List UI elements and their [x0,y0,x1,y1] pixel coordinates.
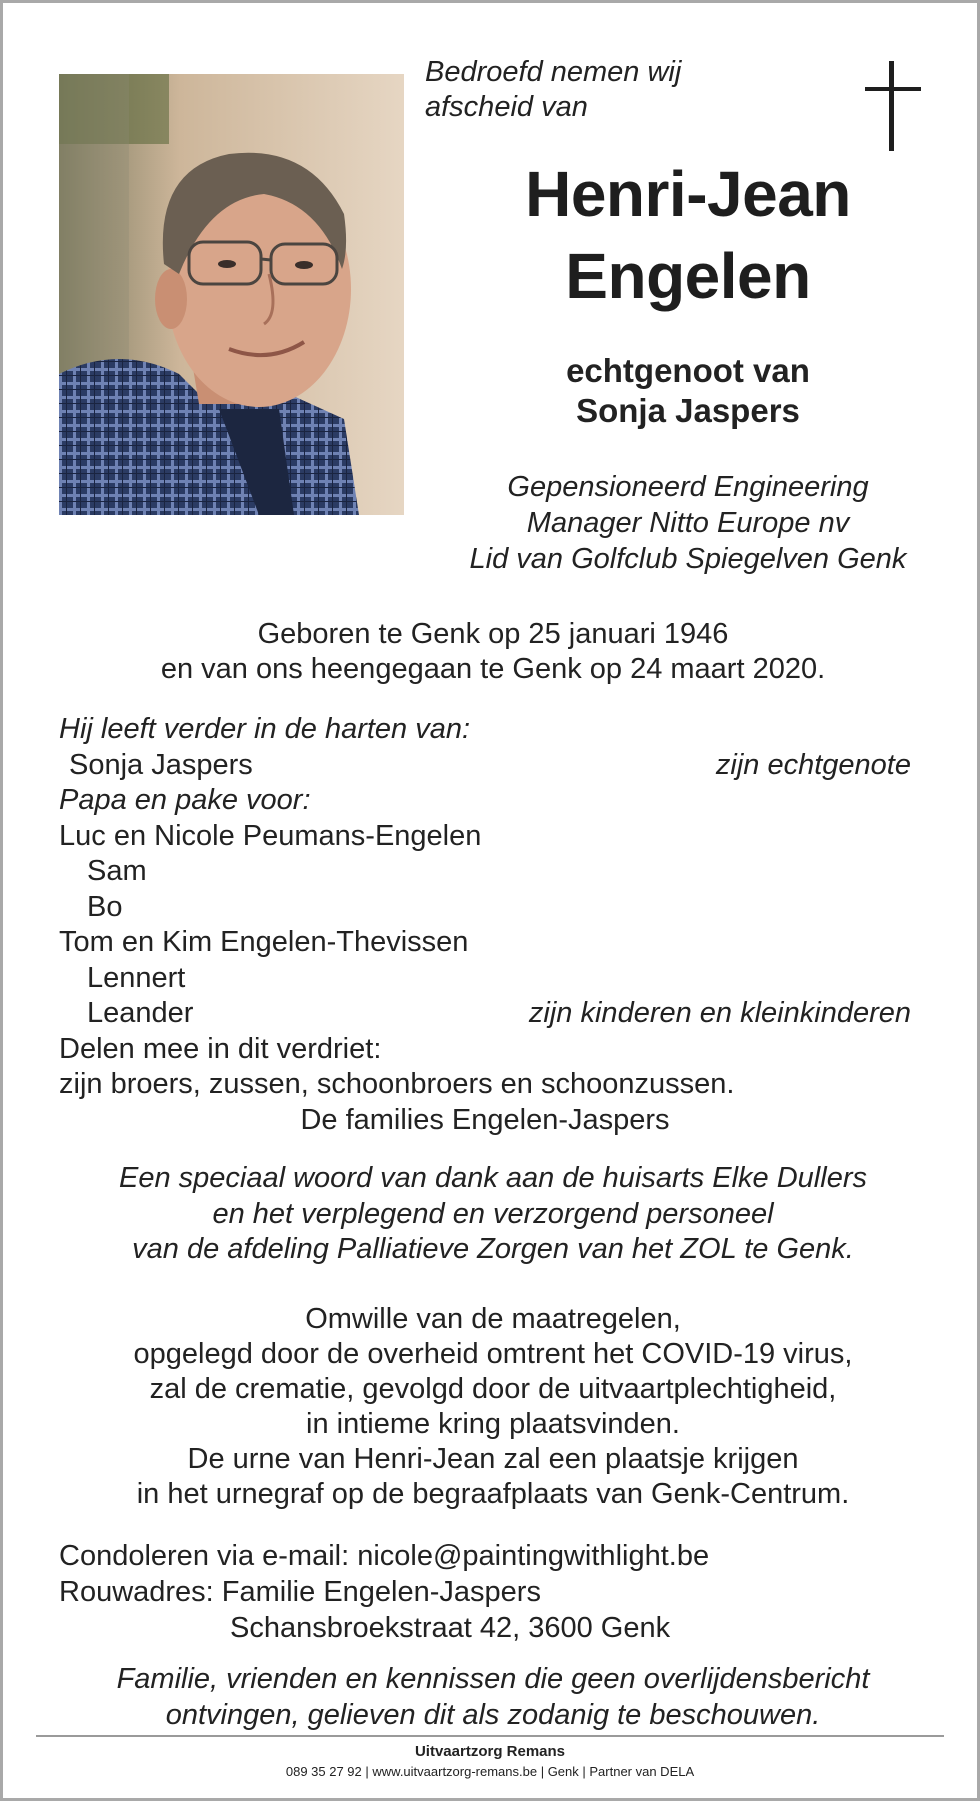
address-line: Rouwadres: Familie Engelen-Jaspers [59,1576,541,1608]
covid-line: opgelegd door de overheid omtrent het COVID-19 virus, [133,1338,853,1370]
cross-icon [865,61,921,156]
contact-block [59,1538,927,1646]
condolence-line: Condoleren via e-mail: nicole@paintingwithlight.be [59,1540,710,1572]
family-name: Luc en Nicole Peumans-Engelen [59,819,482,852]
covid-line: in intieme kring plaatsvinden. [306,1408,680,1440]
share-heading: Delen mee in dit verdriet: [59,1032,382,1065]
list-item [59,1103,911,1139]
children-heading: Papa en pake voor: [59,784,311,816]
grandchild-name: Sam [87,855,147,887]
intro-line: afscheid van [425,91,588,123]
list-item [59,783,911,819]
funeral-company-info: 089 35 27 92 | www.uitvaartzorg-remans.be | Genk | Partner van DELA [285,1764,695,1779]
children-relation: zijn kinderen en kleinkinderen [528,997,911,1029]
career-line: Gepensioneerd Engineering [507,471,869,503]
career-block [413,469,963,577]
birth-line: Geboren te Genk op 25 januari 1946 [257,618,729,650]
deceased-name [423,153,953,317]
covid-line: De urne van Henri-Jean zal een plaatsje krijgen [187,1443,799,1475]
spouse-name: Sonja Jaspers [576,392,800,429]
survivors-list [59,712,911,1138]
families-line: De families Engelen-Jaspers [300,1103,670,1136]
list-item [59,712,911,748]
covid-line: Omwille van de maatregelen, [305,1303,681,1335]
footer-divider [36,1735,944,1737]
notice-block [59,1661,927,1733]
thanks-block [59,1161,927,1268]
list-item [59,925,911,961]
list-item [59,1067,911,1103]
grandchild-name: Lennert [87,961,186,994]
death-line: en van ons heengegaan te Genk op 24 maart 2020. [160,653,826,685]
grandchild-name: Leander [87,997,194,1029]
grandchild-name: Bo [87,890,123,923]
thanks-line: van de afdeling Palliatieve Zorgen van het ZOL te Genk. [132,1233,854,1265]
list-item [59,996,911,1032]
spouse-relation: echtgenoot van [566,352,810,389]
last-name: Engelen [565,240,811,312]
notice-line: ontvingen, gelieven dit als zodanig te beschouwen. [165,1699,821,1731]
notice-line: Familie, vrienden en kennissen die geen overlijdensbericht [116,1663,870,1695]
portrait-photo [59,74,404,515]
address-line: Schansbroekstraat 42, 3600 Genk [230,1612,671,1644]
career-line: Lid van Golfclub Spiegelven Genk [469,543,907,575]
family-name: Tom en Kim Engelen-Thevissen [59,926,469,958]
survivors-heading: Hij leeft verder in de harten van: [59,713,471,745]
dates-block [59,617,927,687]
covid-block [59,1302,927,1512]
career-line: Manager Nitto Europe nv [526,507,850,539]
portrait-illustration [59,74,404,515]
funeral-company-name: Uitvaartzorg Remans [414,1743,566,1760]
list-item [59,1032,911,1068]
intro-text [425,55,681,125]
intro-line: Bedroefd nemen wij [425,56,682,88]
thanks-line: en het verplegend en verzorgend personeel [212,1197,774,1230]
list-item [59,890,911,926]
first-name: Henri-Jean [525,158,851,230]
list-item [59,819,911,855]
siblings-line: zijn broers, zussen, schoonbroers en schoonzussen. [59,1068,735,1100]
covid-line: zal de crematie, gevolgd door de uitvaartplechtigheid, [149,1373,837,1405]
list-item [59,854,911,890]
covid-line: in het urnegraf op de begraafplaats van Genk-Centrum. [136,1478,850,1510]
list-item [59,748,911,784]
list-item [59,961,911,997]
thanks-line: Een speciaal woord van dank aan de huisarts Elke Dullers [119,1162,867,1194]
spouse-block [423,351,953,431]
survivor-spouse-name: Sonja Jaspers [69,748,253,781]
survivor-spouse-relation: zijn echtgenote [715,748,911,781]
